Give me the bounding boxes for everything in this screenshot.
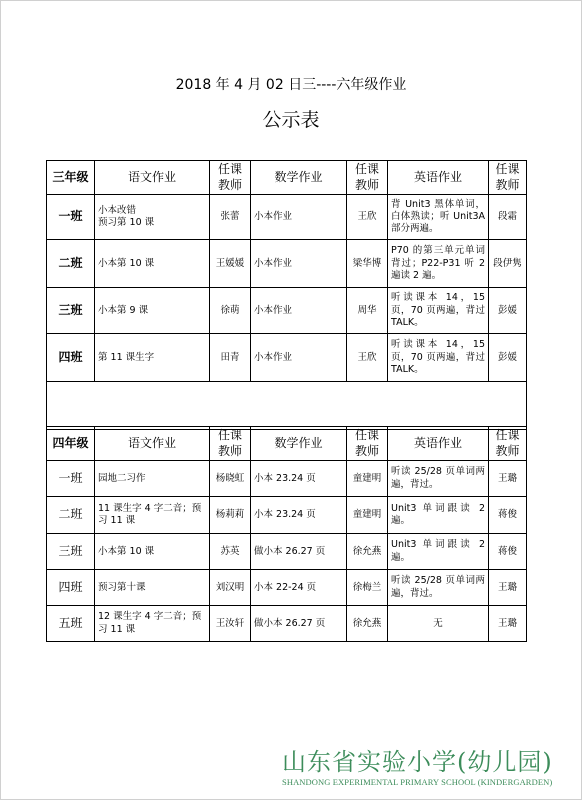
class-cell: 三班 <box>47 534 95 570</box>
teacher-cell: 蒋俊 <box>489 534 527 570</box>
teacher-cell: 王媛媛 <box>210 240 251 288</box>
grade4-label: 四年级 <box>47 427 95 461</box>
table-row <box>47 570 527 606</box>
teacher-cell: 徐允燕 <box>347 534 388 570</box>
teacher-cell: 王欣 <box>347 195 388 240</box>
grade4-header-row <box>47 427 527 461</box>
english-cell: 背 Unit3 黑体单词，白体熟读；听 Unit3A 部分两遍。 <box>388 195 489 240</box>
class-cell: 五班 <box>47 606 95 642</box>
col-chinese: 语文作业 <box>95 427 210 461</box>
col-teacher: 任课 教师 <box>210 161 251 195</box>
table-row <box>47 240 527 288</box>
grade3-label: 三年级 <box>47 161 95 195</box>
table-row <box>47 606 527 642</box>
col-math: 数学作业 <box>251 427 347 461</box>
school-logo <box>282 748 572 787</box>
chinese-cell: 园地二习作 <box>95 461 210 497</box>
english-cell: 无 <box>388 606 489 642</box>
teacher-cell: 徐萌 <box>210 288 251 334</box>
spacer-row <box>47 382 527 430</box>
teacher-cell: 王欣 <box>347 334 388 382</box>
table-row <box>47 334 527 382</box>
page-title: 2018 年 4 月 02 日三----六年级作业 <box>175 77 407 93</box>
english-cell: 听读课本 14，15 页，70 页两遍，背过 TALK。 <box>388 334 489 382</box>
grade3-header-row <box>47 161 527 195</box>
col-english: 英语作业 <box>388 161 489 195</box>
english-cell: Unit3 单词跟读 2 遍。 <box>388 534 489 570</box>
col-english: 英语作业 <box>388 427 489 461</box>
page-subtitle: 公示表 <box>262 109 320 131</box>
school-name-en: SHANDONG EXPERIMENTAL PRIMARY SCHOOL (KINDERGARDEN) <box>282 777 553 787</box>
school-name-cn: 山东省实验小学(幼儿园) <box>282 748 553 776</box>
english-cell: 听读 25/28 页单词两遍，背过。 <box>388 461 489 497</box>
teacher-cell: 杨晓虹 <box>210 461 251 497</box>
class-cell: 一班 <box>47 461 95 497</box>
teacher-cell: 周华 <box>347 288 388 334</box>
teacher-cell: 王璐 <box>489 606 527 642</box>
teacher-cell: 徐梅兰 <box>347 570 388 606</box>
chinese-cell: 预习第十课 <box>95 570 210 606</box>
chinese-cell: 小本改错 预习第 10 课 <box>95 195 210 240</box>
teacher-cell: 段伊隽 <box>489 240 527 288</box>
chinese-cell: 11 课生字 4 字二音；预习 11 课 <box>95 497 210 534</box>
class-cell: 一班 <box>47 195 95 240</box>
col-teacher: 任课 教师 <box>210 427 251 461</box>
teacher-cell: 王汝轩 <box>210 606 251 642</box>
teacher-cell: 杨莉莉 <box>210 497 251 534</box>
teacher-cell: 刘汉明 <box>210 570 251 606</box>
spacer-cell <box>47 382 527 430</box>
class-cell: 四班 <box>47 570 95 606</box>
english-cell: P70 的第三单元单词背过；P22-P31 听 2 遍读 2 遍。 <box>388 240 489 288</box>
col-teacher: 任课 教师 <box>489 427 527 461</box>
grade4-table <box>46 426 527 642</box>
chinese-cell: 小本第 10 课 <box>95 534 210 570</box>
chinese-cell: 小本第 9 课 <box>95 288 210 334</box>
teacher-cell: 徐允燕 <box>347 606 388 642</box>
teacher-cell: 童建明 <box>347 461 388 497</box>
table-row <box>47 534 527 570</box>
chinese-cell: 12 课生字 4 字二音；预习 11 课 <box>95 606 210 642</box>
teacher-cell: 王璐 <box>489 570 527 606</box>
teacher-cell: 张蕾 <box>210 195 251 240</box>
english-cell: 听读 25/28 页单词两遍，背过。 <box>388 570 489 606</box>
chinese-cell: 第 11 课生字 <box>95 334 210 382</box>
english-cell: Unit3 单词跟读 2 遍。 <box>388 497 489 534</box>
math-cell: 小本 23.24 页 <box>251 461 347 497</box>
table-row <box>47 195 527 240</box>
english-cell: 听读课本 14，15 页，70 页两遍，背过 TALK。 <box>388 288 489 334</box>
teacher-cell: 梁华博 <box>347 240 388 288</box>
teacher-cell: 蒋俊 <box>489 497 527 534</box>
col-teacher: 任课 教师 <box>347 161 388 195</box>
teacher-cell: 彭媛 <box>489 288 527 334</box>
col-teacher: 任课 教师 <box>489 161 527 195</box>
class-cell: 四班 <box>47 334 95 382</box>
math-cell: 小本作业 <box>251 195 347 240</box>
math-cell: 做小本 26.27 页 <box>251 606 347 642</box>
teacher-cell: 田青 <box>210 334 251 382</box>
math-cell: 小本作业 <box>251 334 347 382</box>
class-cell: 二班 <box>47 497 95 534</box>
math-cell: 小本 22-24 页 <box>251 570 347 606</box>
col-teacher: 任课 教师 <box>347 427 388 461</box>
col-chinese: 语文作业 <box>95 161 210 195</box>
table-row <box>47 461 527 497</box>
col-math: 数学作业 <box>251 161 347 195</box>
class-cell: 二班 <box>47 240 95 288</box>
table-row <box>47 497 527 534</box>
teacher-cell: 王璐 <box>489 461 527 497</box>
table-row <box>47 288 527 334</box>
teacher-cell: 彭媛 <box>489 334 527 382</box>
teacher-cell: 段霜 <box>489 195 527 240</box>
teacher-cell: 苏英 <box>210 534 251 570</box>
math-cell: 做小本 26.27 页 <box>251 534 347 570</box>
chinese-cell: 小本第 10 课 <box>95 240 210 288</box>
teacher-cell: 童建明 <box>347 497 388 534</box>
math-cell: 小本作业 <box>251 240 347 288</box>
math-cell: 小本作业 <box>251 288 347 334</box>
math-cell: 小本 23.24 页 <box>251 497 347 534</box>
grade3-table <box>46 160 527 430</box>
class-cell: 三班 <box>47 288 95 334</box>
